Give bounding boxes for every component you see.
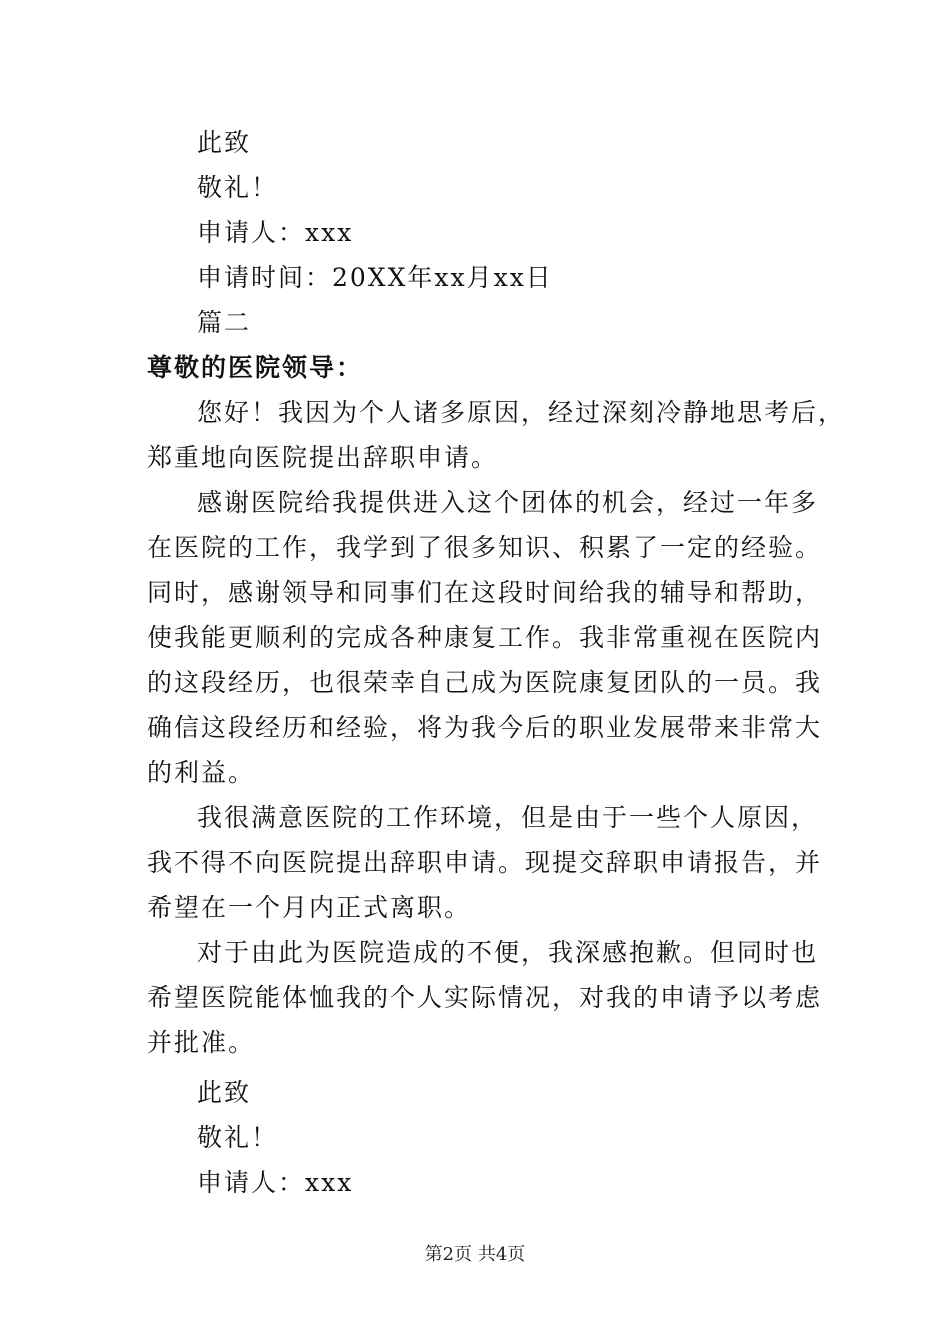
paragraph-2-line-1: 感谢医院给我提供进入这个团体的机会，经过一年多 xyxy=(197,488,819,517)
paragraph-4-line-1: 对于由此为医院造成的不便，我深感抱歉。但同时也 xyxy=(197,938,819,967)
paragraph-2-line-3: 同时，感谢领导和同事们在这段时间给我的辅导和帮助， xyxy=(147,578,823,607)
paragraph-2-line-5: 的这段经历，也很荣幸自己成为医院康复团队的一员。我 xyxy=(147,668,823,697)
closing-salutation-2: 敬礼！ xyxy=(197,173,279,202)
section-label: 篇二 xyxy=(197,308,252,337)
paragraph-2-line-6: 确信这段经历和经验，将为我今后的职业发展带来非常大 xyxy=(147,713,823,742)
paragraph-2-line-7: 的利益。 xyxy=(147,758,256,787)
applicant-line: 申请人：xxx xyxy=(197,218,354,247)
closing-salutation-1-bottom: 此致 xyxy=(197,1078,252,1107)
addressee-heading: 尊敬的医院领导： xyxy=(147,353,364,382)
paragraph-3-line-2: 我不得不向医院提出辞职申请。现提交辞职申请报告，并 xyxy=(147,848,823,877)
paragraph-3-line-3: 希望在一个月内正式离职。 xyxy=(147,893,472,922)
page-footer: 第2页 共4页 xyxy=(424,1244,526,1265)
paragraph-2-line-2: 在医院的工作，我学到了很多知识、积累了一定的经验。 xyxy=(147,533,823,562)
paragraph-1-line-2: 郑重地向医院提出辞职申请。 xyxy=(147,443,499,472)
closing-salutation-1: 此致 xyxy=(197,128,252,157)
paragraph-1-line-1: 您好！我因为个人诸多原因，经过深刻冷静地思考后， xyxy=(197,398,846,427)
paragraph-4-line-2: 希望医院能体恤我的个人实际情况，对我的申请予以考虑 xyxy=(147,983,823,1012)
application-date-line: 申请时间：20XX年xx月xx日 xyxy=(197,263,553,292)
paragraph-3-line-1: 我很满意医院的工作环境，但是由于一些个人原因， xyxy=(197,803,819,832)
paragraph-4-line-3: 并批准。 xyxy=(147,1028,256,1057)
paragraph-2-line-4: 使我能更顺利的完成各种康复工作。我非常重视在医院内 xyxy=(147,623,823,652)
applicant-line-bottom: 申请人：xxx xyxy=(197,1168,354,1197)
closing-salutation-2-bottom: 敬礼！ xyxy=(197,1123,279,1152)
